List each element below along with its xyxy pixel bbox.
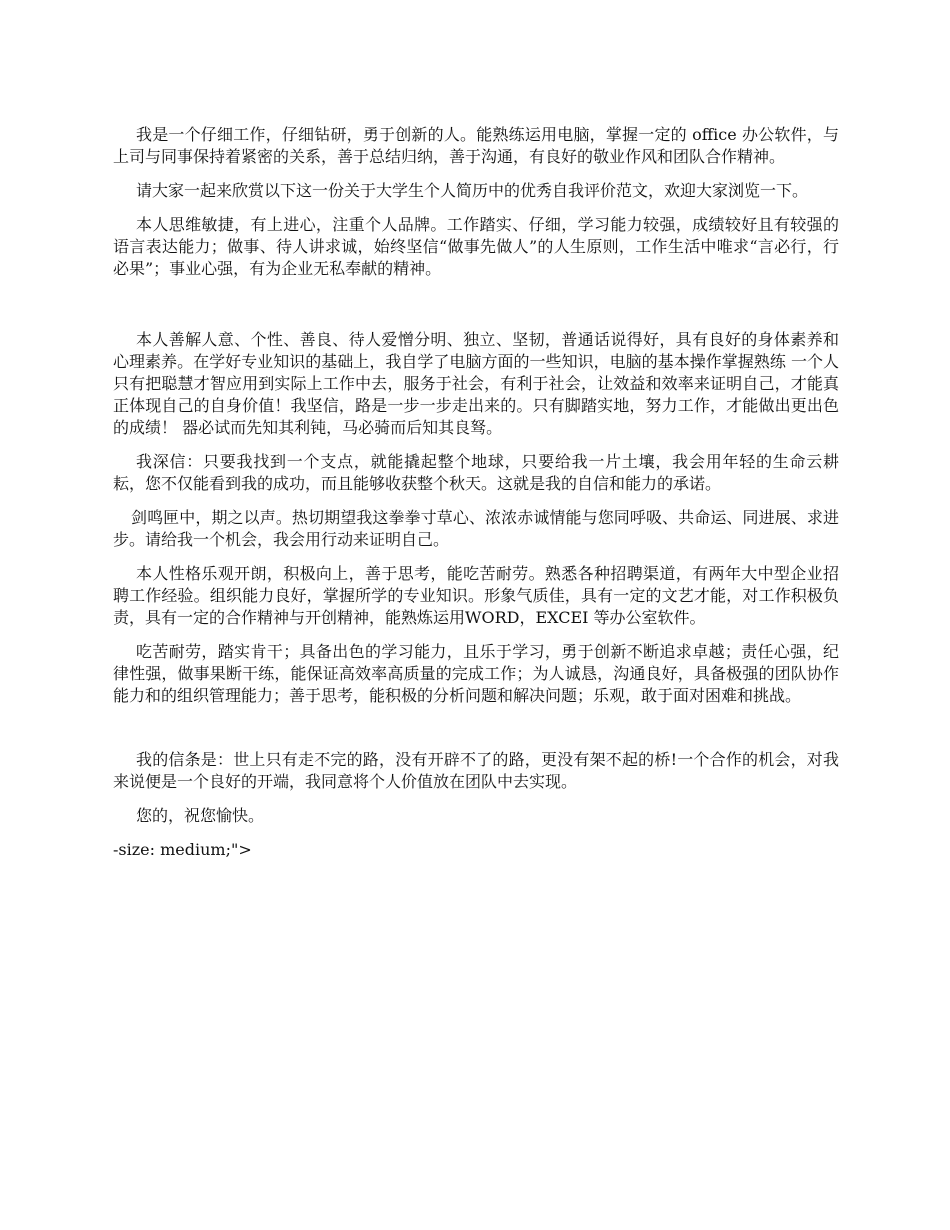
paragraph-2: 请大家一起来欣赏以下这一份关于大学生个人简历中的优秀自我评价范文，欢迎大家浏览一下。 — [136, 181, 809, 200]
paragraph-8: 吃苦耐劳，踏实肯干；具备出色的学习能力，且乐于学习，勇于创新不断追求卓越；责任心强，纪律性强，做事果断干练，能保证高效率高质量的完成工作；为人诚恳，沟通良好，具备极强的团队协作能力和的组织管理能力；善于思考，能积极的分析问题和解决问题；乐观，敢于面对困难和挑战。 — [113, 642, 839, 705]
paragraph-9: 我的信条是：世上只有走不完的路，没有开辟不了的路，更没有架不起的桥!一个合作的机会，对我来说便是一个良好的开端，我同意将个人价值放在团队中去实现。 — [113, 750, 839, 791]
stray-markup-text: -size: medium;"> — [113, 840, 252, 859]
paragraph-10: 您的，祝您愉快。 — [136, 806, 265, 825]
paragraph-1: 我是一个仔细工作，仔细钻研，勇于创新的人。能熟练运用电脑，掌握一定的 office 办公软件，与上司与同事保持着紧密的关系，善于总结归纳，善于沟通，有良好的敬业作风和团队合作精神。 — [113, 125, 839, 166]
paragraph-5: 我深信：只要我找到一个支点，就能撬起整个地球，只要给我一片土壤，我会用年轻的生命云耕耘，您不仅能看到我的成功，而且能够收获整个秋天。这就是我的自信和能力的承诺。 — [113, 452, 839, 493]
paragraph-7: 本人性格乐观开朗，积极向上，善于思考，能吃苦耐劳。熟悉各种招聘渠道，有两年大中型企业招聘工作经验。组织能力良好，掌握所学的专业知识。形象气质佳，具有一定的文艺才能，对工作积极负责，具有一定的合作精神与开创精神，能熟炼运用WORD，EXCEI 等办公室软件。 — [113, 564, 839, 627]
paragraph-6: 剑鸣匣中，期之以声。热切期望我这拳拳寸草心、浓浓赤诚情能与您同呼吸、共命运、同进展、求进步。请给我一个机会，我会用行动来证明自己。 — [113, 508, 839, 549]
paragraph-gap — [113, 719, 839, 749]
paragraph-3: 本人思维敏捷，有上进心，注重个人品牌。工作踏实、仔细，学习能力较强，成绩较好且有较强的语言表达能力；做事、待人讲求诚，始终坚信“做事先做人”的人生原则，工作生活中唯求“言必行，行必果”；事业心强，有为企业无私奉献的精神。 — [113, 215, 839, 278]
document-page — [113, 124, 839, 873]
paragraph-gap — [113, 292, 839, 329]
paragraph-4: 本人善解人意、个性、善良、待人爱憎分明、独立、坚韧，普通话说得好，具有良好的身体素养和心理素养。在学好专业知识的基础上，我自学了电脑方面的一些知识，电脑的基本操作掌握熟练 一个人只有把聪慧才智应用到实际上工作中去，服务于社会，有利于社会，让效益和效率来证明自己，才能真正体现自己的自身价值！我坚信，路是一步一步走出来的。只有脚踏实地，努力工作，才能做出更出色的成绩！ 器必试而先知其利钝，马必骑而后知其良驽。 — [113, 330, 839, 437]
